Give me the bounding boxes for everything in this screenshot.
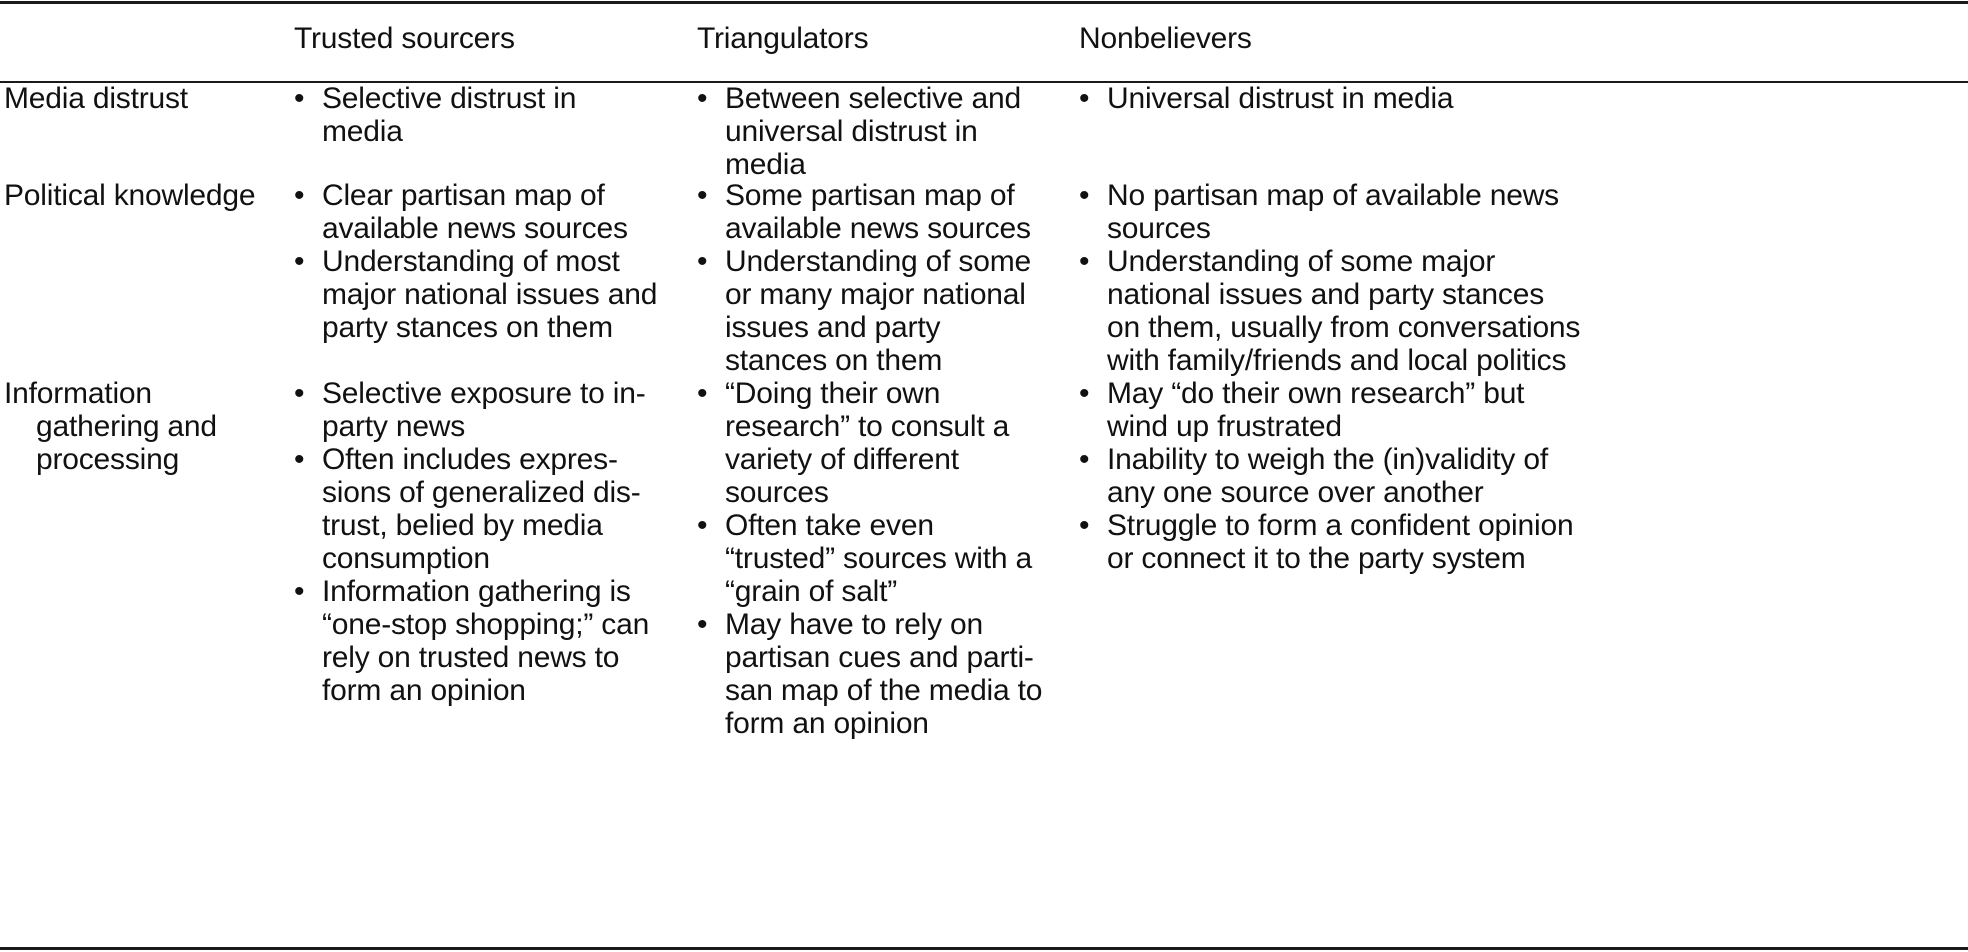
bullet-icon: • bbox=[294, 179, 305, 212]
cell-triangulators bbox=[697, 179, 1067, 377]
list-item-text: Often take even “trusted” sources with a “grain of salt” bbox=[725, 509, 1032, 608]
bullet-icon: • bbox=[1079, 179, 1090, 212]
bullet-icon: • bbox=[294, 443, 305, 476]
list-item bbox=[294, 82, 674, 148]
list-item bbox=[1079, 443, 1968, 509]
cell-trusted-sourcers bbox=[294, 82, 674, 148]
list-item-text: Clear partisan map of available news sources bbox=[322, 179, 628, 245]
list-item bbox=[294, 245, 674, 344]
list-item bbox=[697, 245, 1067, 377]
list-item-text: Inability to weigh the (in)validity of any one source over another bbox=[1107, 443, 1548, 509]
list-item-text: “Doing their own research” to consult a variety of different sources bbox=[725, 377, 1010, 509]
bullet-icon: • bbox=[1079, 509, 1090, 542]
bullet-list bbox=[697, 377, 1067, 740]
bullet-icon: • bbox=[697, 509, 708, 542]
bullet-list bbox=[294, 82, 674, 148]
table-bottom-rule bbox=[0, 947, 1968, 950]
row-label bbox=[4, 82, 188, 115]
list-item bbox=[294, 179, 674, 245]
row-label bbox=[4, 179, 255, 212]
list-item bbox=[1079, 245, 1968, 377]
list-item-text: Often includes expres- sions of generalized dis- trust, belied by media consumption bbox=[322, 443, 641, 575]
bullet-icon: • bbox=[1079, 245, 1090, 278]
list-item bbox=[294, 443, 674, 575]
bullet-icon: • bbox=[697, 179, 708, 212]
list-item-text: Universal distrust in media bbox=[1107, 82, 1454, 115]
bullet-icon: • bbox=[697, 377, 708, 410]
list-item bbox=[1079, 509, 1968, 575]
bullet-list bbox=[1079, 377, 1968, 575]
list-item-text: Selective exposure to in- party news bbox=[322, 377, 646, 443]
cell-trusted-sourcers bbox=[294, 377, 674, 707]
list-item bbox=[1079, 377, 1968, 443]
cell-nonbelievers bbox=[1079, 179, 1968, 377]
bullet-icon: • bbox=[294, 82, 305, 115]
list-item-text: Information gathering is “one-stop shopping;” can rely on trusted news to form an opinion bbox=[322, 575, 650, 707]
bullet-icon: • bbox=[1079, 443, 1090, 476]
table-top-rule bbox=[0, 1, 1968, 4]
list-item bbox=[1079, 179, 1968, 245]
bullet-icon: • bbox=[1079, 82, 1090, 115]
cell-trusted-sourcers bbox=[294, 179, 674, 344]
row-label-line: Political knowledge bbox=[4, 179, 256, 212]
list-item bbox=[294, 575, 674, 707]
list-item bbox=[697, 179, 1067, 245]
bullet-icon: • bbox=[697, 82, 708, 115]
list-item-text: Understanding of some or many major national issues and party stances on them bbox=[725, 245, 1031, 377]
cell-triangulators bbox=[697, 82, 1067, 181]
column-header-triangulators: Triangulators bbox=[697, 22, 869, 55]
list-item-text: Understanding of most major national issues and party stances on them bbox=[322, 245, 658, 344]
row-label-line: gathering and bbox=[36, 410, 217, 443]
list-item bbox=[697, 509, 1067, 608]
bullet-list bbox=[294, 179, 674, 344]
bullet-icon: • bbox=[697, 245, 708, 278]
bullet-icon: • bbox=[294, 575, 305, 608]
row-label bbox=[4, 377, 217, 476]
bullet-icon: • bbox=[697, 608, 708, 641]
list-item-text: May “do their own research” but wind up frustrated bbox=[1107, 377, 1525, 443]
row-label-line: processing bbox=[36, 443, 180, 476]
list-item-text: Selective distrust in media bbox=[322, 82, 577, 148]
list-item bbox=[294, 377, 674, 443]
cell-nonbelievers bbox=[1079, 377, 1968, 575]
bullet-icon: • bbox=[1079, 377, 1090, 410]
row-label-line: Media distrust bbox=[4, 82, 188, 115]
bullet-list bbox=[697, 179, 1067, 377]
bullet-list bbox=[1079, 179, 1968, 377]
cell-nonbelievers bbox=[1079, 82, 1968, 115]
list-item-text: Between selective and universal distrust in media bbox=[725, 82, 1021, 181]
bullet-list bbox=[1079, 82, 1968, 115]
column-header-trusted-sourcers: Trusted sourcers bbox=[294, 22, 515, 55]
row-label-line: Information bbox=[4, 377, 152, 410]
bullet-list bbox=[697, 82, 1067, 181]
cell-triangulators bbox=[697, 377, 1067, 740]
list-item-text: No partisan map of available news sources bbox=[1107, 179, 1559, 245]
list-item-text: Struggle to form a confident opinion or connect it to the party system bbox=[1107, 509, 1574, 575]
list-item bbox=[697, 82, 1067, 181]
bullet-icon: • bbox=[294, 377, 305, 410]
list-item bbox=[1079, 82, 1968, 115]
list-item bbox=[697, 608, 1067, 740]
column-header-nonbelievers: Nonbelievers bbox=[1079, 22, 1252, 55]
bullet-icon: • bbox=[294, 245, 305, 278]
bullet-list bbox=[294, 377, 674, 707]
list-item-text: May have to rely on partisan cues and parti- san map of the media to form an opinion bbox=[725, 608, 1043, 740]
list-item-text: Some partisan map of available news sources bbox=[725, 179, 1031, 245]
list-item bbox=[697, 377, 1067, 509]
list-item-text: Understanding of some major national issues and party stances on them, usually from conversations with family/friends and local politics bbox=[1107, 245, 1581, 377]
